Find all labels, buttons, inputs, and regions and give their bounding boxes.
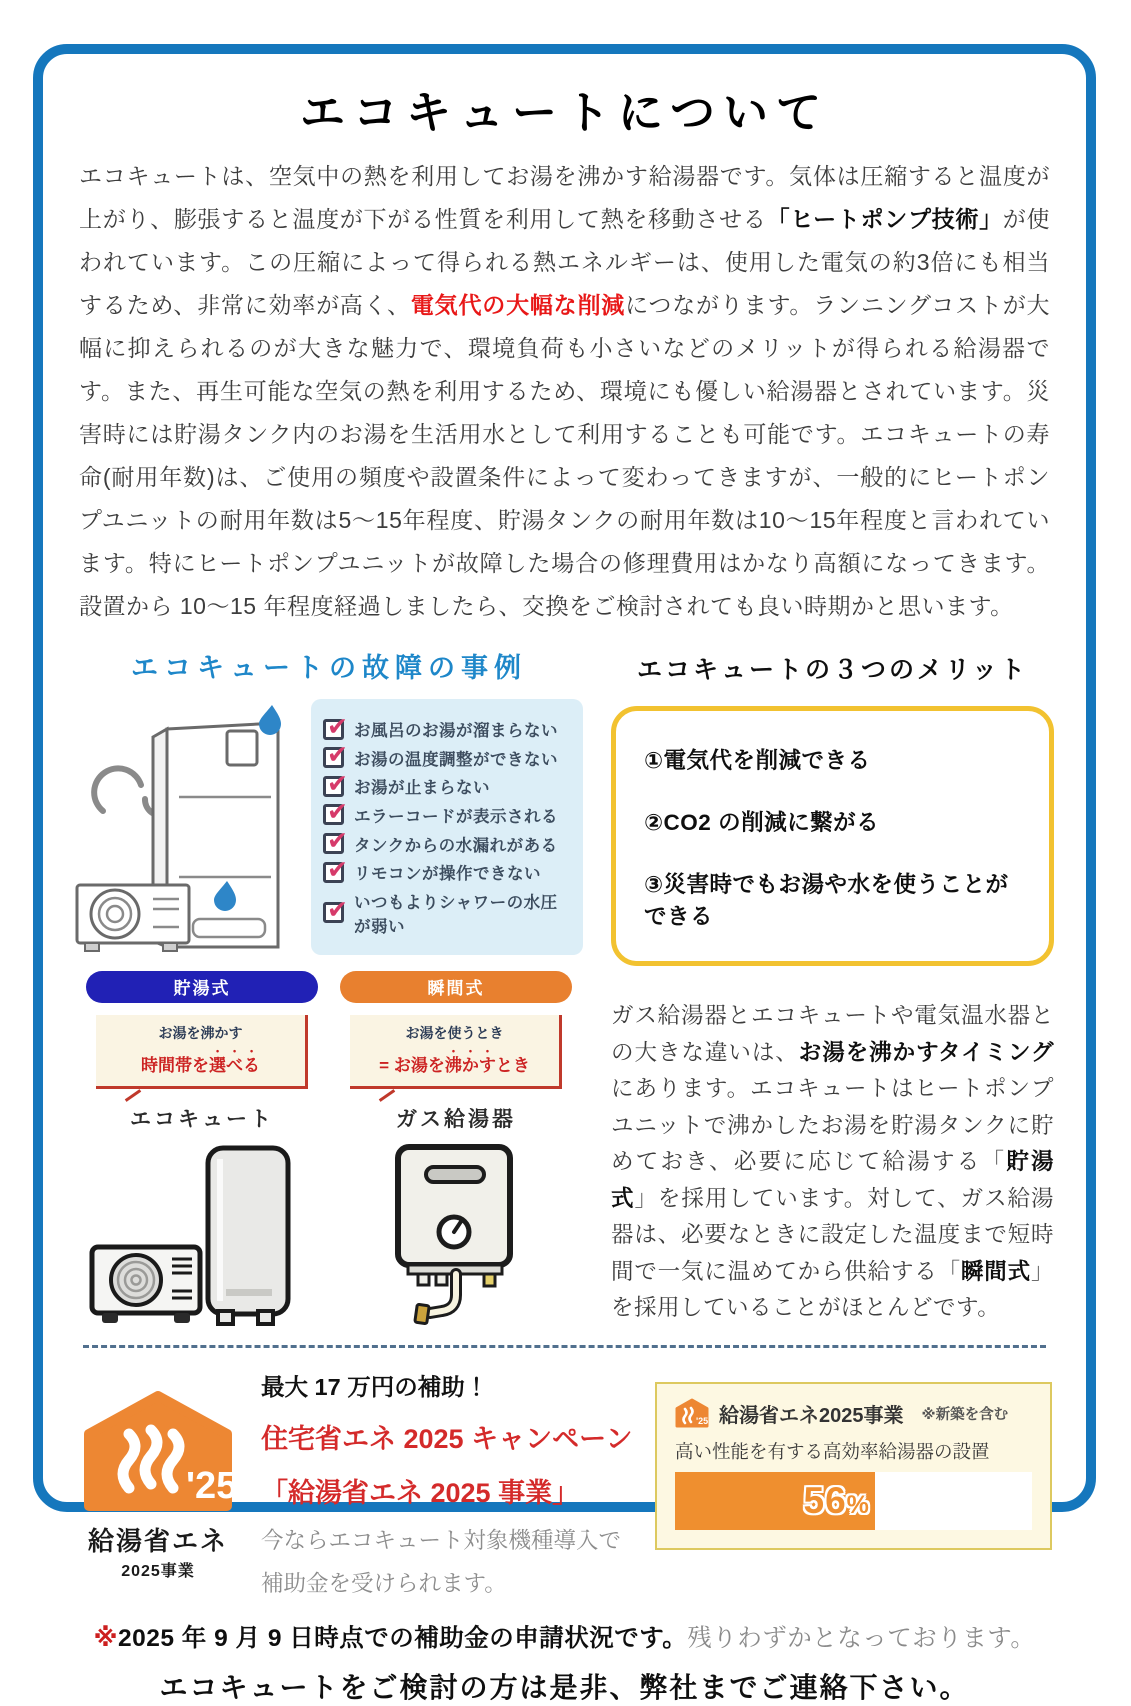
logo-year-mark: '25	[186, 1465, 238, 1507]
failures-column	[75, 640, 583, 1329]
storage-type-badge: 貯湯式	[86, 971, 318, 1003]
checked-checkbox-icon	[323, 902, 344, 923]
failures-heading: エコキュートの故障の事例	[131, 653, 527, 683]
merit-item: ③災害時でもお湯や水を使うことができる	[644, 872, 1009, 929]
dashed-divider	[83, 1345, 1046, 1348]
instant-type-badge: 瞬間式	[340, 971, 572, 1003]
checklist-item	[323, 774, 571, 798]
blue-border-frame	[33, 44, 1096, 1703]
page-title: エコキュートについて	[299, 87, 830, 138]
checked-checkbox-icon	[323, 719, 344, 740]
instant-note-line1: お湯を使うとき	[405, 1025, 504, 1041]
program-name-quoted: 「給湯省エネ 2025 事業」	[261, 1478, 580, 1509]
footer-status-note: ※2025 年 9 月 9 日時点での補助金の申請状況です。残りわずかとなっております。	[93, 1624, 1036, 1652]
campaign-name: 住宅省エネ 2025 キャンペーン	[261, 1424, 633, 1454]
checklist-item	[323, 860, 571, 884]
type-badge-row	[75, 971, 583, 1003]
card-house-icon	[675, 1398, 709, 1428]
subsidy-status-card	[655, 1382, 1052, 1550]
ecocute-illustration	[86, 1143, 318, 1329]
instant-note-line2: = お湯を沸かすとき	[379, 1056, 530, 1075]
gas-heater-label: ガス給湯器	[396, 1108, 516, 1131]
checklist-item	[323, 717, 571, 741]
instant-note-callout	[350, 1015, 562, 1089]
checklist-item-label: いつもよりシャワーの水圧が弱い	[354, 893, 558, 936]
checklist-item	[323, 803, 571, 827]
checklist-item-label: お湯が止まらない	[354, 779, 490, 798]
subsidy-headline: 最大 17 万円の補助！	[261, 1374, 489, 1400]
steam-cloud-icon	[94, 768, 141, 811]
merit-item: ②CO2 の削減に繋がる	[644, 810, 880, 835]
checklist-item-label: お風呂のお湯が溜まらない	[354, 722, 558, 741]
broken-ecocute-illustration	[75, 699, 301, 955]
checklist-item-label: タンクからの水漏れがある	[354, 836, 558, 855]
checked-checkbox-icon	[323, 833, 344, 854]
logo-text-line2: 2025事業	[121, 1563, 195, 1580]
checked-checkbox-icon	[323, 747, 344, 768]
ecocute-label: エコキュート	[130, 1108, 274, 1131]
checklist-item-label: エラーコードが表示される	[354, 807, 558, 826]
checklist-item-label: お湯の温度調整ができない	[354, 750, 558, 769]
water-drop-icon	[259, 705, 281, 735]
two-column-section	[73, 640, 1056, 1329]
checked-checkbox-icon	[323, 804, 344, 825]
merits-box	[611, 706, 1054, 966]
device-label-row	[75, 1103, 583, 1133]
gas-heater-illustration	[356, 1143, 556, 1329]
failure-checklist	[311, 699, 583, 955]
campaign-description-line1: 今ならエコキュート対象機種導入で	[261, 1528, 622, 1554]
progress-bar-fill	[675, 1472, 875, 1530]
page-content	[43, 54, 1086, 1703]
comparison-paragraph: ガス給湯器とエコキュートや電気温水器との大きな違いは、お湯を沸かすタイミングにあります。エコキュートはヒートポンプユニットで沸かしたお湯を貯湯タンクに貯めておき、必要に応じて給湯する「貯湯式」を採用しています。対して、ガス給湯器は、必要なときに設定した温度まで短時間で一気に温めてから供給する「瞬間式」を採用していることがほとんどです。	[611, 1003, 1054, 1320]
checklist-item	[323, 889, 571, 937]
storage-note-line2: 時間帯を選べる	[141, 1056, 260, 1075]
storage-note-line1: お湯を沸かす	[158, 1025, 243, 1041]
card-subtitle: 高い性能を有する高効率給湯器の設置	[675, 1441, 990, 1462]
subsidy-progress-bar	[675, 1472, 1032, 1530]
device-illustration-row	[75, 1143, 583, 1329]
checked-checkbox-icon	[323, 776, 344, 797]
campaign-text-block	[261, 1368, 633, 1603]
failure-illustration-row	[75, 699, 583, 955]
checklist-item	[323, 746, 571, 770]
logo-house-icon	[83, 1390, 238, 1512]
merits-heading: エコキュートの３つのメリット	[636, 656, 1028, 684]
type-note-row	[75, 1015, 583, 1089]
merit-item: ①電気代を削減できる	[644, 748, 871, 773]
kyutou-shouene-logo	[77, 1390, 239, 1581]
subsidy-section	[73, 1362, 1056, 1603]
intro-paragraph: エコキュートは、空気中の熱を利用してお湯を沸かす給湯器です。気体は圧縮すると温度が上がり、膨張すると温度が下がる性質を利用して熱を移動させる「ヒートポンプ技術」が使われています。この圧縮によって得られる熱エネルギーは、使用した電気の約3倍にも相当するため、非常に効率が高く、電気代の大幅な削減につながります。ランニングコストが大幅に抑えられるのが大きな魅力で、環境負荷も小さいなどのメリットが得られる給湯器です。また、再生可能な空気の熱を利用するため、環境にも優しい給湯器とされています。災害時には貯湯タンク内のお湯を生活用水として利用することも可能です。エコキュートの寿命(耐用年数)は、ご使用の頻度や設置条件によって変わってきますが、一般的にヒートポンプユニットの耐用年数は5〜15年程度、貯湯タンクの耐用年数は10〜15年程度と言われています。特にヒートポンプユニットが故障した場合の修理費用はかなり高額になってきます。設置から 10〜15 年程度経過しましたら、交換をご検討されても良い時期かと思います。	[79, 163, 1051, 619]
checklist-item-label: リモコンが操作できない	[354, 865, 541, 884]
checked-checkbox-icon	[323, 862, 344, 883]
card-note: ※新築を含む	[921, 1406, 1009, 1423]
campaign-description-line2: 補助金を受けられます。	[261, 1570, 507, 1596]
storage-note-callout	[96, 1015, 308, 1089]
footer-cta: エコキュートをご検討の方は是非、弊社までご連絡下さい。	[159, 1671, 970, 1703]
card-header	[675, 1398, 1032, 1428]
checklist-item	[323, 832, 571, 856]
progress-percent-label: 56%	[803, 1480, 869, 1521]
logo-text-line1: 給湯省エネ	[87, 1526, 228, 1556]
card-program-name: 給湯省エネ2025事業	[719, 1404, 904, 1427]
merits-column	[611, 640, 1054, 1329]
svg-text:'25: '25	[696, 1416, 709, 1426]
